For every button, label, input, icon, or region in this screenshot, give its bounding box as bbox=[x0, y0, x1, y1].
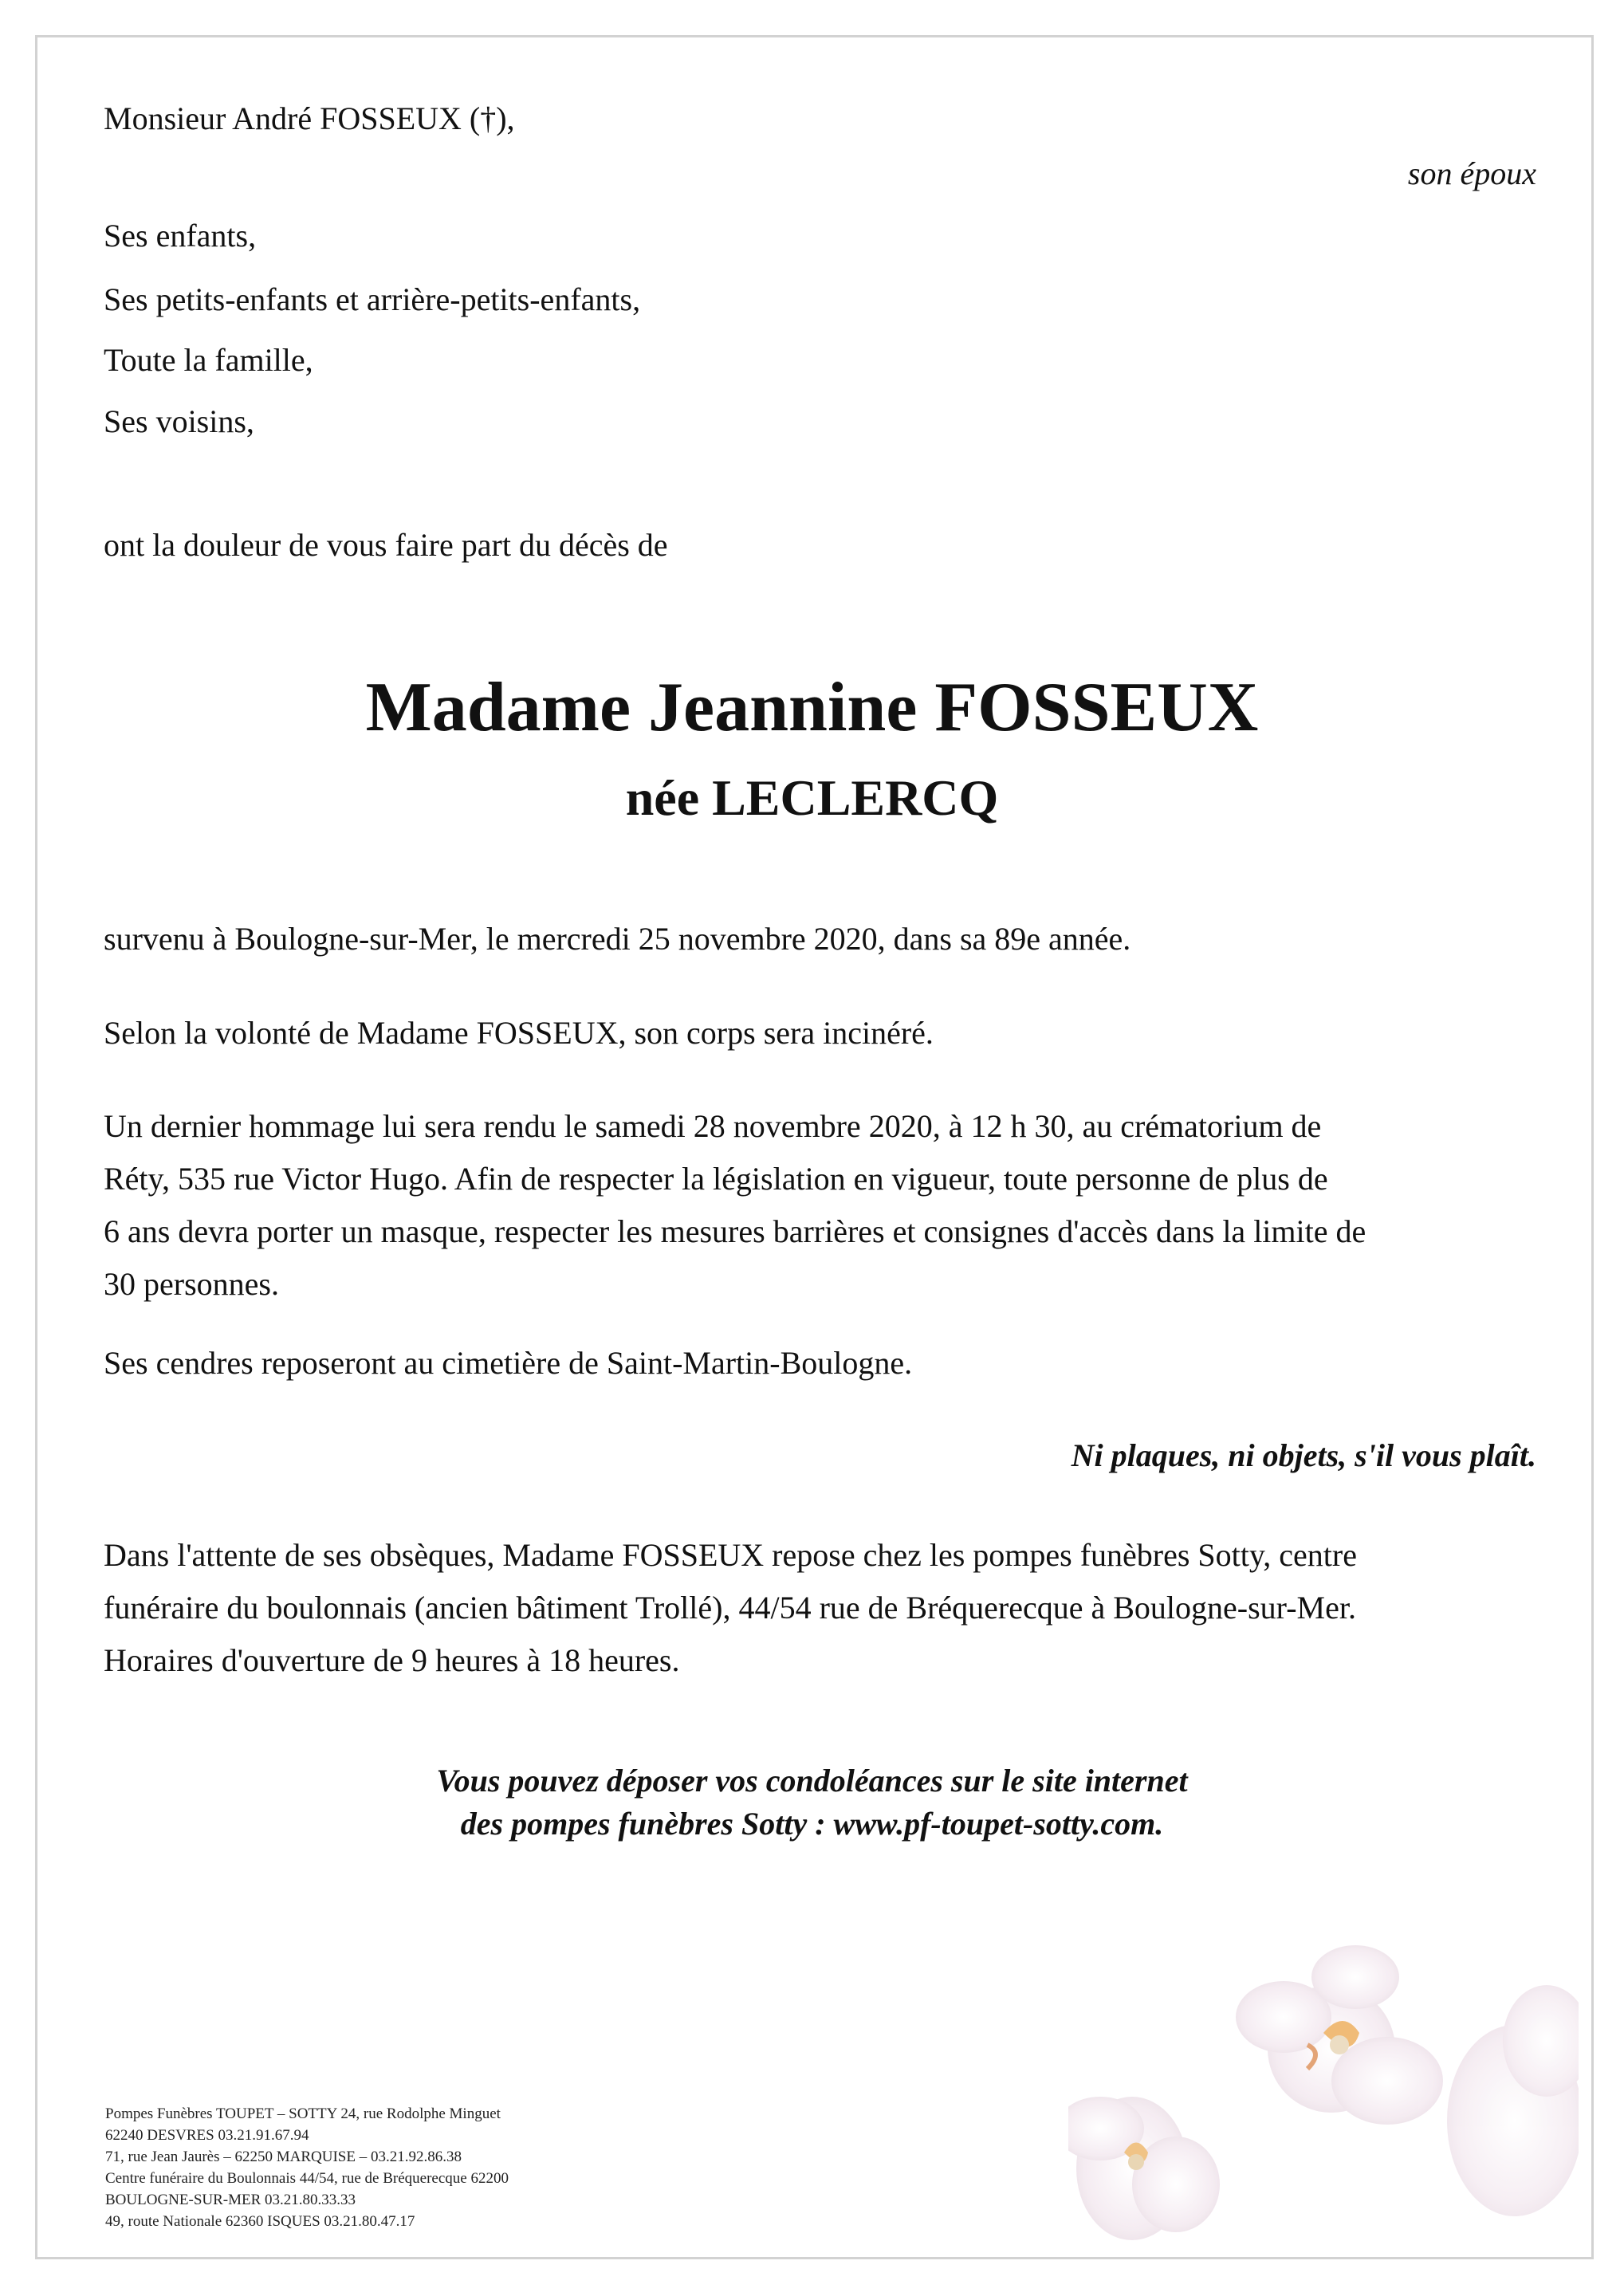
tribute-line: Réty, 535 rue Victor Hugo. Afin de respecter la législation en vigueur, toute personne de plus de bbox=[104, 1161, 1328, 1197]
condolences-line: des pompes funèbres Sotty : www.pf-toupet-sotty.com. bbox=[460, 1806, 1164, 1842]
funeral-home-address bbox=[105, 2103, 509, 2232]
tribute-paragraph bbox=[104, 1100, 1539, 1311]
footer-line: 71, rue Jean Jaurès – 62250 MARQUISE – 03.21.92.86.38 bbox=[105, 2149, 462, 2165]
rest-paragraph bbox=[104, 1529, 1539, 1687]
husband-role: son époux bbox=[1407, 155, 1536, 191]
rest-line: funéraire du boulonnais (ancien bâtiment Trollé), 44/54 rue de Bréquerecque à Boulogne-sur-Mer. bbox=[104, 1590, 1356, 1626]
death-info: survenu à Boulogne-sur-Mer, le mercredi 25 novembre 2020, dans sa 89e année. bbox=[104, 921, 1131, 957]
tribute-line: 6 ans devra porter un masque, respecter les mesures barrières et consignes d'accès dans la limite de bbox=[104, 1213, 1366, 1249]
footer-line: Centre funéraire du Boulonnais 44/54, rue de Bréquerecque 62200 bbox=[105, 2170, 509, 2187]
family-line: Toute la famille, bbox=[104, 342, 313, 378]
footer-line: 49, route Nationale 62360 ISQUES 03.21.80.47.17 bbox=[105, 2213, 415, 2230]
family-line: Ses voisins, bbox=[104, 403, 254, 439]
rest-line: Dans l'attente de ses obsèques, Madame FOSSEUX repose chez les pompes funèbres Sotty, centre bbox=[104, 1537, 1357, 1573]
announcement: ont la douleur de vous faire part du décès de bbox=[104, 527, 668, 563]
family-line: Ses petits-enfants et arrière-petits-enfants, bbox=[104, 281, 641, 317]
maiden-name: née LECLERCQ bbox=[625, 769, 999, 826]
footer-line: 62240 DESVRES 03.21.91.67.94 bbox=[105, 2127, 309, 2144]
ashes-info: Ses cendres reposeront au cimetière de Saint-Martin-Boulogne. bbox=[104, 1345, 913, 1381]
husband-line: Monsieur André FOSSEUX (†), bbox=[104, 100, 515, 136]
no-plaques-request: Ni plaques, ni objets, s'il vous plaît. bbox=[1071, 1437, 1536, 1473]
tribute-line: 30 personnes. bbox=[104, 1266, 279, 1302]
deceased-name: Madame Jeannine FOSSEUX bbox=[365, 669, 1259, 746]
footer-line: BOULOGNE-SUR-MER 03.21.80.33.33 bbox=[105, 2192, 356, 2208]
footer-line: Pompes Funèbres TOUPET – SOTTY 24, rue Rodolphe Minguet bbox=[105, 2105, 501, 2122]
orchid-flowers-icon bbox=[1068, 1929, 1579, 2248]
cremation-wish: Selon la volonté de Madame FOSSEUX, son corps sera incinéré. bbox=[104, 1015, 934, 1051]
family-line: Ses enfants, bbox=[104, 218, 257, 254]
condolences-line: Vous pouvez déposer vos condoléances sur le site internet bbox=[436, 1763, 1188, 1799]
tribute-line: Un dernier hommage lui sera rendu le samedi 28 novembre 2020, à 12 h 30, au crématorium de bbox=[104, 1108, 1322, 1144]
rest-line: Horaires d'ouverture de 9 heures à 18 heures. bbox=[104, 1642, 680, 1678]
